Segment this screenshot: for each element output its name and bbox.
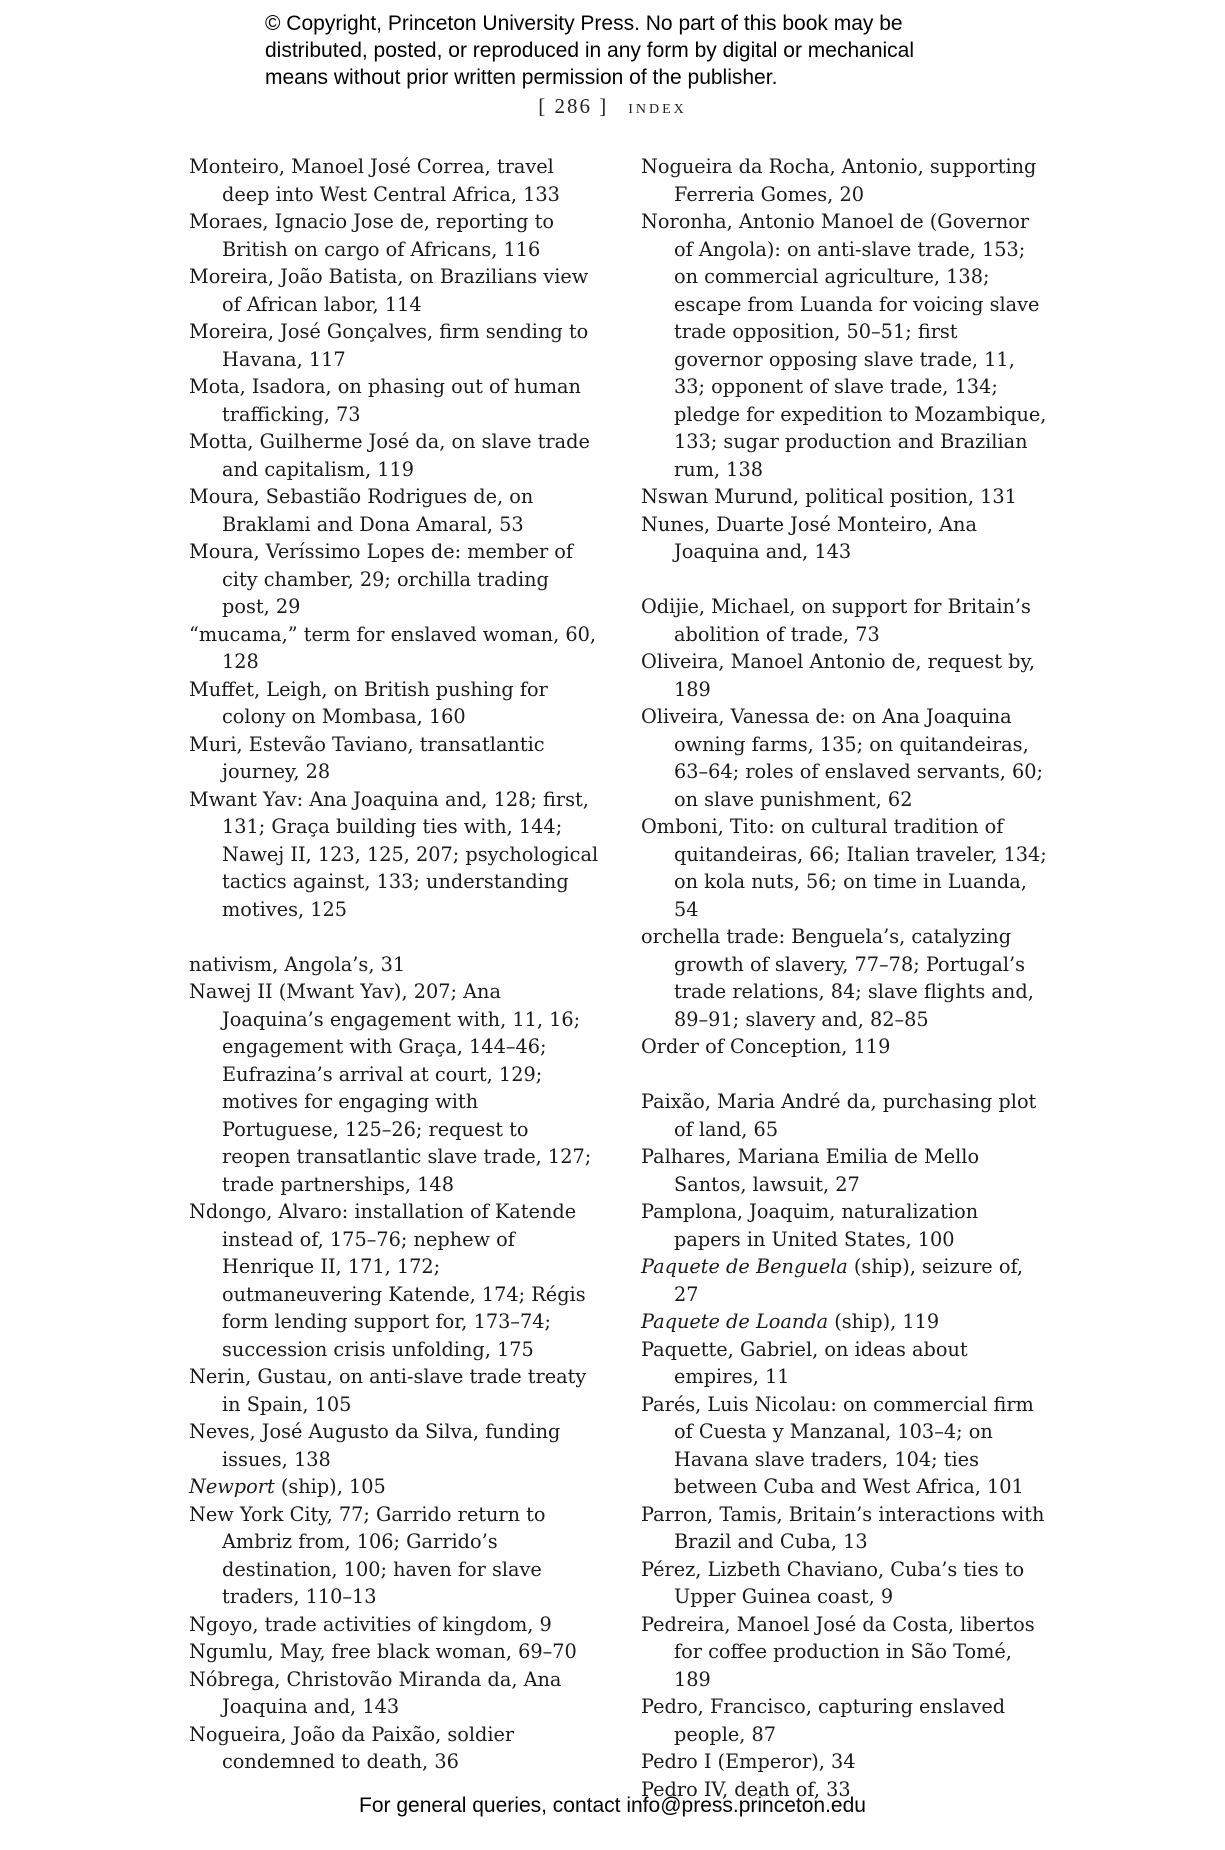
index-entry-locators: , supporting Ferreria Gomes, 20 — [674, 155, 1037, 206]
index-entry-locators: , purchasing plot of land, 65 — [674, 1090, 1037, 1141]
index-entry-heading: Mwant Yav — [189, 787, 297, 811]
index-entry-heading: Paquete de Benguela — [641, 1255, 848, 1278]
index-entry — [189, 786, 601, 924]
index-entry-heading: Paquete de Loanda — [641, 1310, 829, 1333]
index-entry-locators: , naturalization papers in United States, 100 — [674, 1200, 979, 1251]
index-entry-locators: , on Braklami and Dona Amaral, 53 — [222, 485, 534, 536]
index-entry — [189, 1473, 601, 1501]
index-entry-locators: : on anti-slave trade, 153; on commercial agriculture, 138; escape from Luanda for voicing slave trade opposition, 50–51; first governor opposing slave trade, 11, 33; opponent of slave trade, 134; pledge for expedition to Mozambique, 133; sugar production and Brazilian rum, 138 — [674, 237, 1047, 481]
index-entry — [189, 1363, 601, 1418]
index-entry-heading: Moraes, Ignacio Jose de — [189, 210, 424, 233]
index-entry-heading: Pedro IV — [641, 1777, 722, 1801]
index-entry-locators: : installation of Katende instead of, 175–76; nephew of Henrique II, 171, 172; outmaneuvering Katende, 174; Régis form lending support for, 173–74; succession crisis unfolding, 175 — [222, 1200, 586, 1361]
index-entry-heading: nativism — [189, 952, 273, 976]
index-entry-locators: (ship), 105 — [274, 1475, 386, 1498]
index-entry-heading: Palhares, Mariana Emilia de Mello Santos — [641, 1145, 980, 1196]
index-entry-heading: New York City — [189, 1502, 327, 1526]
index-entry-locators: , on support for Britain’s abolition of trade, 73 — [674, 595, 1031, 646]
index-entry-heading: Pérez, Lizbeth Chaviano — [641, 1557, 878, 1581]
index-entry-heading: “mucama,” — [189, 622, 298, 646]
index-entry — [189, 1611, 601, 1639]
footer-contact: For general queries, contact info@press.princeton.edu — [359, 1794, 866, 1817]
index-entry-locators: , 119 — [841, 1035, 891, 1058]
index-entry-heading: Pedreira, Manoel José da Costa — [641, 1612, 948, 1636]
index-entry — [641, 1336, 1051, 1391]
index-entry-locators: , soldier condemned to death, 36 — [222, 1722, 515, 1773]
index-entry — [189, 1721, 601, 1776]
index-entry — [189, 676, 601, 731]
index-entry-heading: Moreira, João Batista — [189, 265, 398, 288]
index-entry-locators: term for enslaved woman, 60, 128 — [222, 622, 597, 673]
index-entry-heading: Motta, Guilherme José da — [189, 430, 440, 453]
page-number: [ 286 ] — [538, 94, 609, 118]
index-entry-heading: Nunes, Duarte José Monteiro — [641, 512, 927, 536]
index-entry — [189, 1198, 601, 1363]
index-entry-locators: : member of city chamber, 29; orchilla trading post, 29 — [222, 540, 574, 618]
index-entry-locators: , on slave trade and capitalism, 119 — [222, 430, 590, 481]
copyright-line: means without prior written permission of the publisher. — [265, 66, 778, 89]
index-entry-heading: Odijie, Michael — [641, 595, 790, 618]
index-entry-locators: , on phasing out of human trafficking, 73 — [222, 375, 581, 426]
index-entry — [641, 153, 1051, 208]
index-entry-locators: : on cultural tradition of quitandeiras, 66; Italian traveler, 134; on kola nuts, 56; on time in Luanda, 54 — [674, 815, 1047, 921]
index-entry-heading: Parés, Luis Nicolau — [641, 1392, 831, 1416]
index-entry-locators: : on Ana Joaquina owning farms, 135; on quitandeiras, 63–64; roles of enslaved servants, 60; on slave punishment, 62 — [674, 705, 1044, 811]
index-entry-locators: , death of, 33 — [721, 1777, 851, 1801]
index-entry — [641, 483, 1051, 511]
index-entry — [641, 208, 1051, 483]
index-entry-heading: Oliveira, Vanessa de — [641, 705, 840, 728]
copyright-line: distributed, posted, or reproduced in any form by digital or mechanical — [265, 39, 915, 62]
index-entry-locators: , firm sending to Havana, 117 — [222, 320, 589, 371]
index-entry — [189, 318, 601, 373]
index-entry-locators: , libertos for coffee production in São Tomé, 189 — [674, 1612, 1035, 1691]
index-entry-locators: , free black woman, 69–70 — [319, 1640, 577, 1663]
index-entry-locators: , on ideas about empires, 11 — [674, 1337, 968, 1388]
index-entry — [641, 1143, 1051, 1198]
index-entry — [641, 1693, 1051, 1748]
index-entry-locators: (ship), 119 — [828, 1310, 940, 1333]
index-entry — [189, 1501, 601, 1611]
index-entry-heading: Nerin, Gustau — [189, 1365, 327, 1388]
index-entry-locators: , lawsuit, 27 — [740, 1172, 860, 1196]
index-entry-heading: Mota, Isadora — [189, 375, 326, 398]
index-entry-heading: Neves, José Augusto da Silva — [189, 1420, 473, 1443]
index-entry — [641, 923, 1051, 1033]
index-entry-heading: Nogueira da Rocha, Antonio — [641, 155, 918, 178]
index-entry-locators: : on commercial firm of Cuesta y Manzanal, 103–4; on Havana slave traders, 104; ties between Cuba and West Africa, 101 — [674, 1392, 1034, 1498]
index-entry-heading: Moura, Veríssimo Lopes de — [189, 540, 455, 563]
copyright-notice — [265, 10, 1025, 91]
letter-section-gap — [641, 566, 1051, 594]
index-entry-heading: orchella trade — [641, 925, 779, 948]
index-entry-locators: , trade activities of kingdom, 9 — [252, 1612, 552, 1636]
index-entry — [189, 208, 601, 263]
index-entry-heading: Monteiro, Manoel José Correa — [189, 155, 485, 178]
index-entry-locators: (ship), seizure of, 27 — [674, 1255, 1024, 1306]
index-entry-locators: , Ana Joaquina and, 143 — [674, 512, 977, 563]
index-entry-heading: Pedro I (Emperor) — [641, 1750, 819, 1773]
index-entry — [641, 1198, 1051, 1253]
index-entry — [189, 373, 601, 428]
index-entry-heading: Nóbrega, Christovão Miranda da — [189, 1667, 512, 1691]
index-entry-heading: Ndongo, Alvaro — [189, 1200, 342, 1223]
index-entry-heading: Oliveira, Manoel Antonio de — [641, 650, 916, 673]
index-entry-locators: , Cuba’s ties to Upper Guinea coast, 9 — [674, 1557, 1025, 1608]
index-entry — [189, 731, 601, 786]
index-entry-locators: , 34 — [818, 1750, 856, 1773]
index-entry-locators: , request by, 189 — [674, 650, 1035, 701]
index-entry-heading: Noronha, Antonio Manoel de (Governor of Angola) — [641, 210, 1030, 261]
index-entry-locators: , transatlantic journey, 28 — [222, 732, 545, 783]
index-entry — [641, 1033, 1051, 1061]
index-entry — [189, 428, 601, 483]
index-entry-heading: Nswan Murund — [641, 485, 793, 508]
index-entry — [641, 1501, 1051, 1556]
index-entry-heading: Newport — [189, 1475, 275, 1498]
index-entry — [641, 648, 1051, 703]
index-entry — [189, 483, 601, 538]
index-entry — [189, 951, 601, 979]
index-entry — [189, 1666, 601, 1721]
index-entry — [641, 1611, 1051, 1694]
letter-section-gap — [189, 923, 601, 951]
index-entry-locators: , Angola’s, 31 — [272, 952, 406, 976]
index-entry — [641, 1308, 1051, 1336]
copyright-line: © Copyright, Princeton University Press. No part of this book may be — [265, 12, 903, 35]
index-entry-heading: Paquette, Gabriel — [641, 1337, 813, 1361]
index-entry-heading: Order of Conception — [641, 1035, 842, 1058]
index-entry-heading: Muffet, Leigh — [189, 677, 322, 701]
index-entry — [641, 1391, 1051, 1501]
index-entry-locators: : Ana Joaquina and, 128; first, 131; Graça building ties with, 144; Nawej II, 123, 125, 207; psychological tactics against, 133; understanding motives, 125 — [222, 787, 599, 921]
index-entry-locators: , capturing enslaved people, 87 — [674, 1695, 1006, 1746]
index-entry — [641, 1253, 1051, 1308]
index-entry-locators: , Britain’s interactions with Brazil and Cuba, 13 — [674, 1502, 1045, 1553]
index-entry — [641, 813, 1051, 923]
index-entry-locators: , travel deep into West Central Africa, 133 — [222, 155, 560, 206]
index-entry-heading: Paixão, Maria André da — [641, 1090, 871, 1113]
index-entry-locators: , Ana Joaquina and, 143 — [222, 1667, 562, 1718]
index-entry-heading: Nawej II (Mwant Yav) — [189, 980, 402, 1003]
index-entry-heading: Pamplona, Joaquim — [641, 1200, 830, 1223]
index-entry-locators: , on Brazilians view of African labor, 114 — [222, 265, 589, 316]
index-entry — [641, 593, 1051, 648]
index-entry-heading: Moreira, José Gonçalves — [189, 320, 427, 343]
index-entry-locators: , 207; Ana Joaquina’s engagement with, 11, 16; engagement with Graça, 144–46; Eufrazina’s arrival at court, 129; motives for engaging with Portuguese, 125–26; request to reopen transatlantic slave trade, 127; trade partnerships, 148 — [222, 980, 592, 1196]
running-head — [0, 94, 1225, 119]
index-entry — [641, 1088, 1051, 1143]
index-entry-heading: Omboni, Tito — [641, 815, 769, 838]
index-entry-locators: , on anti-slave trade treaty in Spain, 105 — [222, 1365, 587, 1416]
index-entry — [641, 1748, 1051, 1776]
index-entry — [641, 1556, 1051, 1611]
index-entry-locators: : Benguela’s, catalyzing growth of slavery, 77–78; Portugal’s trade relations, 84; slave flights and, 89–91; slavery and, 82–85 — [674, 925, 1034, 1031]
index-entry-heading: Moura, Sebastião Rodrigues de — [189, 485, 498, 508]
index-entry-heading: Ngoyo — [189, 1612, 253, 1636]
index-entry-locators: , 77; Garrido return to Ambriz from, 106; Garrido’s destination, 100; haven for slave traders, 110–13 — [222, 1502, 546, 1608]
index-entry-locators: , on British pushing for colony on Mombasa, 160 — [222, 677, 548, 728]
index-entry — [189, 978, 601, 1198]
index-entry-heading: Ngumlu, May — [189, 1640, 320, 1663]
index-entry-locators: , reporting to British on cargo of Africans, 116 — [222, 210, 554, 261]
index-entry — [189, 153, 601, 208]
index-entry — [641, 511, 1051, 566]
letter-section-gap — [641, 1061, 1051, 1089]
index-entry-heading: Parron, Tamis — [641, 1502, 777, 1526]
index-entry-heading: Pedro, Francisco — [641, 1695, 806, 1718]
index-entry — [189, 263, 601, 318]
index-entry-locators: , funding issues, 138 — [222, 1420, 561, 1471]
index-entry — [189, 1418, 601, 1473]
index-entry — [189, 1638, 601, 1666]
index-entry — [189, 538, 601, 621]
index-column-right — [641, 153, 1051, 1803]
section-title: index — [628, 96, 687, 118]
index-column-left — [189, 153, 601, 1776]
index-entry — [189, 621, 601, 676]
index-entry-heading: Nogueira, João da Paixão — [189, 1722, 436, 1746]
index-entry — [641, 703, 1051, 813]
index-entry-locators: , political position, 131 — [792, 485, 1017, 508]
index-entry-heading: Muri, Estevão Taviano — [189, 732, 408, 756]
